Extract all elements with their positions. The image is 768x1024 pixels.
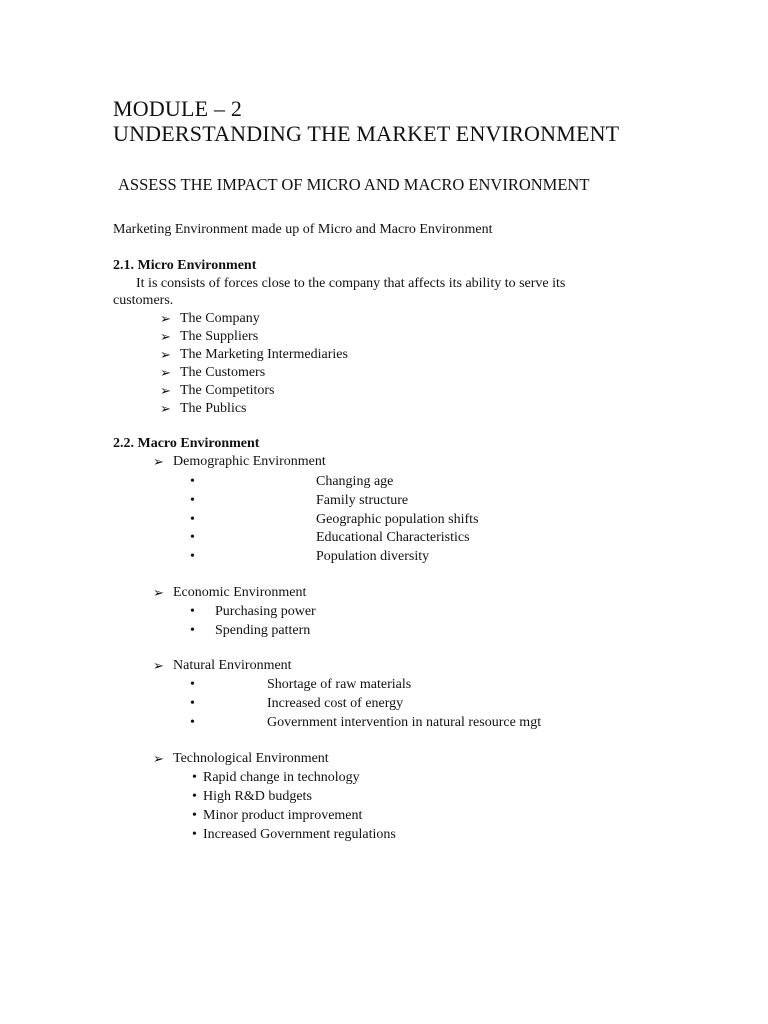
list-item: The Suppliers [180,329,259,344]
arrow-icon: ➢ [153,751,164,766]
list-item: Increased Government regulations [203,827,396,842]
arrow-icon: ➢ [160,311,171,326]
list-item: Minor product improvement [203,808,363,823]
module-subheading: ASSESS THE IMPACT OF MICRO AND MACRO ENVIRONMENT [118,175,590,194]
list-item: Increased cost of energy [267,696,404,711]
micro-heading: 2.1. Micro Environment [113,258,257,273]
list-item: Shortage of raw materials [267,677,412,692]
demographic-label: Demographic Environment [173,454,326,469]
list-item: Government intervention in natural resource mgt [267,715,542,730]
list-item: Educational Characteristics [316,530,470,545]
list-item: Spending pattern [215,623,311,638]
bullet-icon: • [190,549,195,564]
arrow-icon: ➢ [153,585,164,600]
arrow-icon: ➢ [153,658,164,673]
technological-label: Technological Environment [173,751,329,766]
list-item: The Customers [180,365,266,380]
list-item: The Marketing Intermediaries [180,347,348,362]
economic-label: Economic Environment [173,585,307,600]
bullet-icon: • [190,530,195,545]
list-item: Family structure [316,493,409,508]
bullet-icon: • [190,604,195,619]
arrow-icon: ➢ [160,329,171,344]
list-item: Population diversity [316,549,430,564]
list-item: Rapid change in technology [203,770,360,785]
list-item: The Publics [180,401,247,416]
arrow-icon: ➢ [160,347,171,362]
list-item: The Company [180,311,260,326]
bullet-icon: • [190,512,195,527]
arrow-icon: ➢ [160,401,171,416]
arrow-icon: ➢ [153,454,164,469]
bullet-icon: • [190,677,195,692]
bullet-icon: • [190,696,195,711]
bullet-icon: • [192,808,197,823]
list-item: The Competitors [180,383,275,398]
intro-text: Marketing Environment made up of Micro and Macro Environment [113,222,493,237]
bullet-icon: • [190,623,195,638]
bullet-icon: • [190,474,195,489]
bullet-icon: • [192,827,197,842]
arrow-icon: ➢ [160,365,171,380]
micro-description-line2: customers. [113,293,174,308]
bullet-icon: • [192,789,197,804]
natural-label: Natural Environment [173,658,292,673]
bullet-icon: • [190,493,195,508]
macro-heading: 2.2. Macro Environment [113,436,260,451]
list-item: Changing age [316,474,394,489]
bullet-icon: • [192,770,197,785]
micro-description-line1: It is consists of forces close to the company that affects its ability to serve its [136,276,566,291]
list-item: High R&D budgets [203,789,312,804]
module-title: MODULE – 2 [113,96,243,121]
list-item: Purchasing power [215,604,316,619]
list-item: Geographic population shifts [316,512,479,527]
module-heading: UNDERSTANDING THE MARKET ENVIRONMENT [113,121,620,146]
arrow-icon: ➢ [160,383,171,398]
bullet-icon: • [190,715,195,730]
